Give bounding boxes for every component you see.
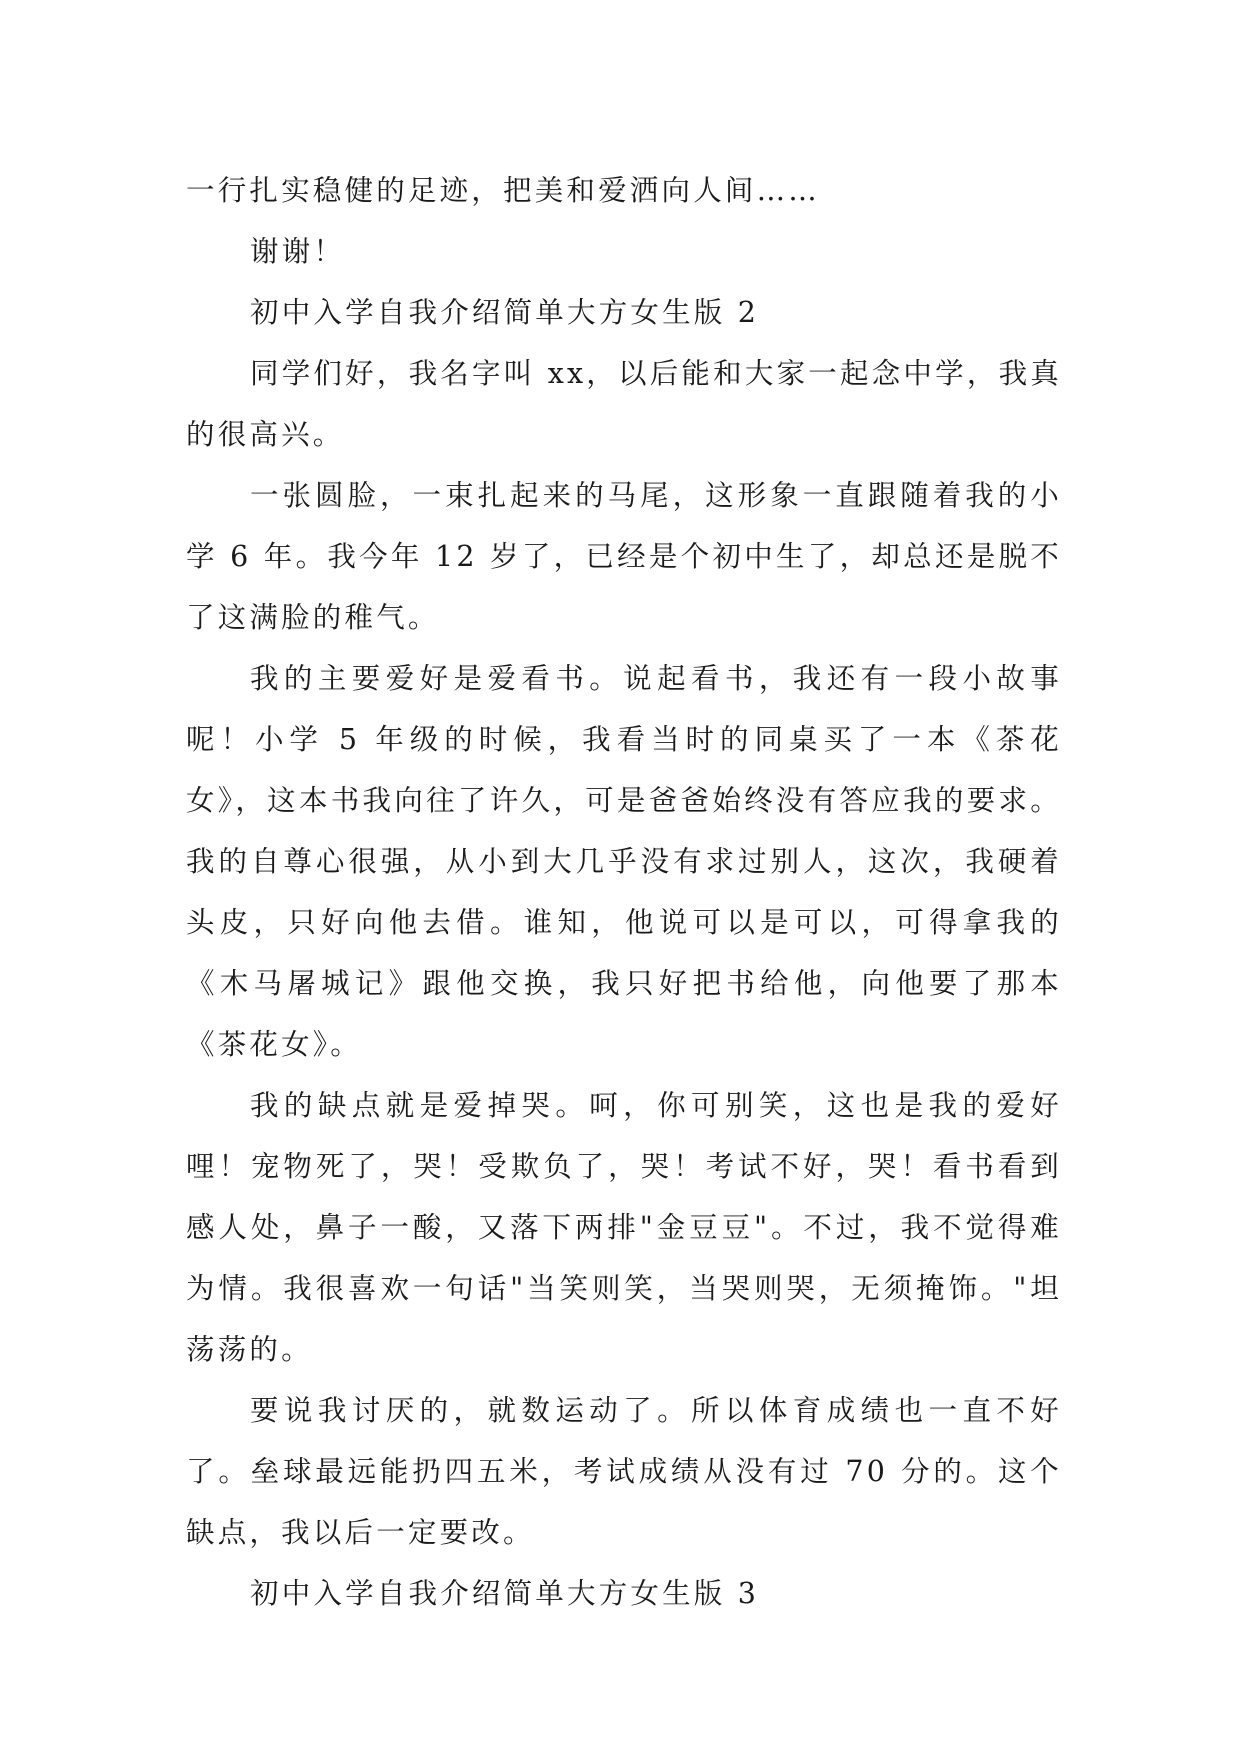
paragraph-shortcoming: 我的缺点就是爱掉哭。呵，你可别笑，这也是我的爱好哩！宠物死了，哭！受欺负了，哭！考试不好，哭！看书看到感人处，鼻子一酸，又落下两排"金豆豆"。不过，我不觉得难为情。我很喜欢一句话"当笑则笑，当哭则哭，无须掩饰。"坦荡荡的。 bbox=[186, 1089, 1062, 1366]
paragraph-greeting: 同学们好，我名字叫 xx，以后能和大家一起念中学，我真的很高兴。 bbox=[186, 357, 1062, 451]
paragraph-hobby: 我的主要爱好是爱看书。说起看书，我还有一段小故事呢！小学 5 年级的时候，我看当时的同桌买了一本《茶花女》，这本书我向往了许久，可是爸爸始终没有答应我的要求。我的自尊心很强，从小到大几乎没有求过别人，这次，我硬着头皮，只好向他去借。谁知，他说可以是可以，可得拿我的《木马屠城记》跟他交换，我只好把书给他，向他要了那本《茶花女》。 bbox=[186, 662, 1062, 1061]
paragraph-appearance: 一张圆脸，一束扎起来的马尾，这形象一直跟随着我的小学 6 年。我今年 12 岁了，已经是个初中生了，却总还是脱不了这满脸的稚气。 bbox=[186, 479, 1062, 634]
paragraph-dislike: 要说我讨厌的，就数运动了。所以体育成绩也一直不好了。垒球最远能扔四五米，考试成绩从没有过 70 分的。这个缺点，我以后一定要改。 bbox=[186, 1394, 1062, 1549]
document-page bbox=[186, 160, 1062, 1624]
paragraph-continuation: 一行扎实稳健的足迹，把美和爱洒向人间…… bbox=[186, 174, 821, 207]
section-heading-3: 初中入学自我介绍简单大方女生版 3 bbox=[250, 1577, 760, 1610]
paragraph-thanks: 谢谢！ bbox=[250, 235, 346, 268]
section-heading-2: 初中入学自我介绍简单大方女生版 2 bbox=[250, 296, 760, 329]
